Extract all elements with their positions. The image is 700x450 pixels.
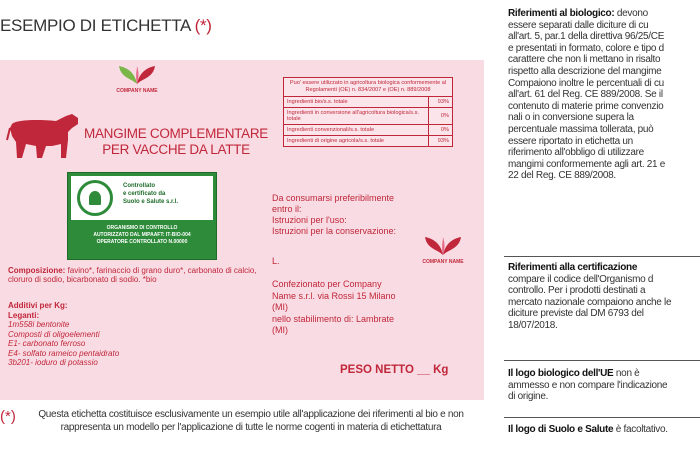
divider [504,417,700,418]
storage-instructions: Istruzioni per la conservazione: [272,226,397,236]
packer-line2: Name s.r.l. via Rossi 15 Milano [272,290,396,301]
control-body-line1: ORGANISMO DI CONTROLLO [106,225,178,231]
lot-number: L. [272,256,280,266]
note-line: percentuale massima tollerata, può [508,123,654,135]
packer-info [272,279,422,337]
cow-icon [6,110,82,162]
table-row [284,136,453,147]
footnote-line2: rappresenta un modello per l'applicazione di tutte le norme cogenti in materia di etichettatura [60,422,442,433]
note-line: essere riportato in etichetta un [508,135,633,147]
control-body-line2: AUTORIZZATO DAL MIPAAFT: IT-BIO-004 [93,232,191,238]
packer-line1: Confezionato per Company [272,279,382,289]
table-row [284,108,453,125]
note-line: e presentati in formato, colore e tipo d [508,42,664,54]
certification-references-note [508,262,700,332]
suolo-salute-logo-note [508,424,700,436]
page-title [0,16,212,36]
eu-logo-note [508,368,700,403]
table-header: Puo' essere utilizzato in agricoltura biologica conformemente al Regolamenti (OE) n. 834/2007 e (OE) n. 889/2008 [284,78,453,97]
note-title: Il logo di Suolo e Salute [508,424,614,435]
note-line [508,8,700,20]
binders-title: Leganti: [8,310,40,320]
additive-item: Composti di oligoelementi [8,329,100,339]
title-footnote-marker: (*) [194,16,212,35]
note-line: di origine. [508,391,549,403]
note-line: all'art. 61 del Reg. CE 889/2008. Se il [508,89,663,101]
table-cell-value: 93% [429,136,453,147]
company-logo [418,235,468,265]
leaf-logo-icon [117,64,157,86]
composition-text: favino*, farinaccio di grano duro*, carbonato di calcio, cloruro di sodio, bicarbonato di sodio. *bio [8,266,257,284]
organic-percentage-table [283,77,453,147]
control-body-info [68,225,216,246]
product-name-line1: MANGIME COMPLEMENTARE [84,126,268,141]
net-weight: PESO NETTO __ Kg [340,364,449,376]
table-cell-label: Ingredienti bio/s.s. totale [284,97,429,108]
table-row [284,125,453,136]
leaf-logo-icon [423,235,463,257]
footnote-line1: Questa etichetta costituisce esclusivamente un esempio utile all'applicazione dei riferimenti al bio e non [38,409,464,420]
additives-title: Additivi per Kg: [8,301,68,310]
note-line [508,424,700,436]
cert-text-line2: e certificato da [123,191,166,197]
control-body-line3: OPERATORE CONTROLLATO N.00000 [96,239,188,245]
footnote-marker: (*) [0,408,16,425]
certification-header [71,176,213,220]
note-line: ammesso e non compare l'indicazione [508,379,668,391]
additive-item: 1m558i bentonite [8,320,70,329]
note-line-text: devono [614,8,648,19]
footnote [16,408,486,434]
note-title: Riferimenti al biologico: [508,8,615,19]
company-logo [112,64,162,94]
packer-line3: (MI) [272,302,288,312]
expiry-line2: entro il: [272,204,302,214]
certification-seal-icon [77,180,113,216]
page-title-text: ESEMPIO DI ETICHETTA [0,16,191,35]
note-line: nali o in conversione supera la [508,112,634,124]
cert-text-line3: Suolo e Salute s.r.l. [123,199,179,205]
composition-label: Composizione: [8,266,66,275]
note-line: all'art. 5, par.1 della direttiva 96/25/CE [508,31,665,43]
note-line: compare il codice dell'Organismo d [508,273,654,285]
note-line: essere separati dalle diciture di cu [508,19,649,31]
usage-instructions: Istruzioni per l'uso: [272,215,347,225]
table-cell-label: Ingredienti convenzionali/s.s. totale [284,125,429,136]
additives [8,301,208,368]
note-line-text: non è [613,368,640,379]
packer-line4: nello stabilimento di: Lambrate [272,313,395,324]
table-row [284,97,453,108]
note-line-text: è facoltativo. [613,424,668,435]
note-line: contenuto di materie prime convenzio [508,100,664,112]
table-cell-label: Ingredienti in conversione all'agricoltura biologica/s.s. totale [284,108,429,125]
organic-references-note [508,8,700,182]
product-name-line2: PER VACCHE DA LATTE [102,142,250,157]
note-line: carattere che non li mettano in risalto [508,54,661,66]
certification-text [123,182,211,206]
divider [504,360,700,361]
company-name: COMPANY NAME [116,88,158,94]
table-cell-value: 0% [429,108,453,125]
table-cell-value: 93% [429,97,453,108]
note-line: diciture previste dal DM 6793 del [508,308,644,320]
note-title: Il logo biologico dell'UE [508,368,614,379]
note-line [508,368,700,380]
note-line: controllo. Per i prodotti destinati a [508,285,646,297]
table-cell-value: 0% [429,125,453,136]
note-line: 22 del Reg. CE 889/2008. [508,170,616,182]
product-name [80,126,272,158]
table-header-row [284,78,453,97]
expiry-line1: Da consumarsi preferibilmente [272,193,395,203]
note-title: Riferimenti alla certificazione [508,262,638,273]
note-line: mercato nazionale compaiono anche le [508,296,672,308]
cert-text-line1: Controllato [123,183,155,189]
table-cell-label: Ingredienti di origine agricola/s.s. totale [284,136,429,147]
note-line: Compaiono inoltre le percentuali di cu [508,77,664,89]
expiry-instructions [272,193,422,237]
note-line: rispetto alla descrizione del mangime [508,65,662,77]
composition [8,266,266,284]
divider [504,256,700,257]
additive-item: E4- solfato rameico pentaidrato [8,348,120,358]
additive-item: E1- carbonato ferroso [8,339,86,348]
certification-box [67,172,217,260]
packer-line5: (MI) [272,325,288,335]
note-line: mangimi conformemente agli art. 21 e [508,158,666,170]
additive-item: 3b201- ioduro di potassio [8,358,98,367]
company-name: COMPANY NAME [422,259,464,265]
note-line: riferimento all'obbligo di utilizzare [508,147,644,159]
note-line [508,262,700,274]
note-line: 18/07/2018. [508,319,558,331]
